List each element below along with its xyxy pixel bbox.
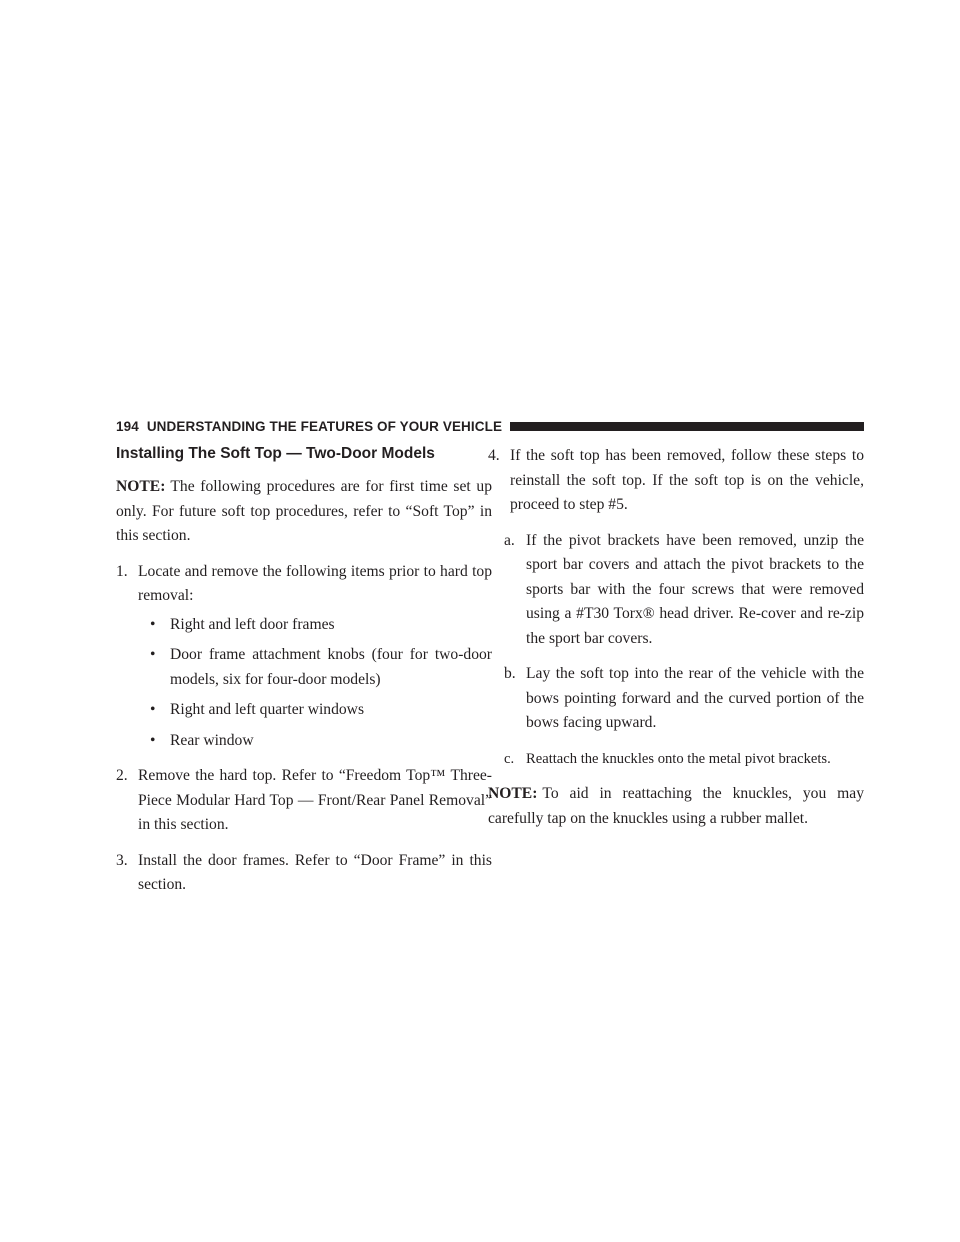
step-text: Locate and remove the following items prior to hard top removal: bbox=[138, 562, 492, 604]
section-heading: Installing The Soft Top — Two-Door Models bbox=[116, 445, 435, 462]
note-paragraph bbox=[488, 782, 864, 831]
bullet-text: Rear window bbox=[170, 731, 254, 749]
substep-c bbox=[504, 747, 864, 772]
substep-text: Reattach the knuckles onto the metal pivot brackets. bbox=[526, 750, 831, 767]
page-number: 194 bbox=[116, 418, 139, 434]
bullet-icon: • bbox=[150, 701, 156, 718]
section-title: UNDERSTANDING THE FEATURES OF YOUR VEHICLE bbox=[146, 418, 503, 434]
bullet-icon: • bbox=[150, 615, 156, 633]
header-rule bbox=[510, 422, 864, 431]
substep-letter: b. bbox=[504, 665, 516, 682]
bullet-text: Door frame attachment knobs (four for two-door models, six for four-door models) bbox=[170, 646, 492, 688]
substep-text: If the pivot brackets have been removed, unzip the sport bar covers and attach the pivot brackets to the sports bar with the four screws that were removed using a #T30 Torx® head driver. Re-cover and re-zip the sport bar covers. bbox=[526, 531, 864, 647]
bullet-item bbox=[138, 643, 492, 692]
note-text: To aid in reattaching the knuckles, you may carefully tap on the knuckles using a rubber mallet. bbox=[488, 785, 864, 827]
bullet-item bbox=[138, 698, 492, 723]
step-4 bbox=[488, 444, 864, 518]
substep-b bbox=[504, 662, 864, 736]
note-paragraph bbox=[116, 475, 492, 549]
right-column bbox=[488, 444, 864, 842]
bullet-icon: • bbox=[150, 731, 156, 749]
step-1 bbox=[116, 560, 492, 754]
step-text: If the soft top has been removed, follow these steps to reinstall the soft top. If the soft top is on the vehicle, proceed to step #5. bbox=[510, 447, 864, 513]
bullet-icon: • bbox=[150, 646, 156, 663]
step-3 bbox=[116, 849, 492, 898]
step-text: Install the door frames. Refer to “Door Frame” in this section. bbox=[138, 851, 492, 893]
bullet-text: Right and left quarter windows bbox=[170, 701, 365, 718]
step-number: 3. bbox=[116, 851, 128, 869]
step-number: 1. bbox=[116, 562, 128, 580]
step-number: 4. bbox=[488, 447, 500, 464]
bullet-text: Right and left door frames bbox=[170, 615, 335, 633]
note-label: NOTE: bbox=[116, 478, 166, 495]
left-column bbox=[116, 444, 492, 909]
substep-letter: c. bbox=[504, 750, 515, 767]
bullet-item bbox=[138, 613, 492, 638]
note-text: The following procedures are for first time set up only. For future soft top procedures, refer to “Soft Top” in this section. bbox=[116, 478, 492, 544]
substep-a bbox=[504, 529, 864, 652]
step-2 bbox=[116, 764, 492, 838]
bullet-list bbox=[138, 613, 492, 754]
step-number: 2. bbox=[116, 767, 128, 784]
substep-text: Lay the soft top into the rear of the vehicle with the bows pointing forward and the curved portion of the bows facing upward. bbox=[526, 665, 864, 731]
step-text: Remove the hard top. Refer to “Freedom Top™ Three-Piece Modular Hard Top — Front/Rear Panel Removal” in this section. bbox=[138, 767, 492, 833]
note-label: NOTE: bbox=[488, 785, 538, 802]
page-header bbox=[116, 417, 864, 435]
substep-letter: a. bbox=[504, 531, 515, 549]
bullet-item bbox=[138, 729, 492, 754]
